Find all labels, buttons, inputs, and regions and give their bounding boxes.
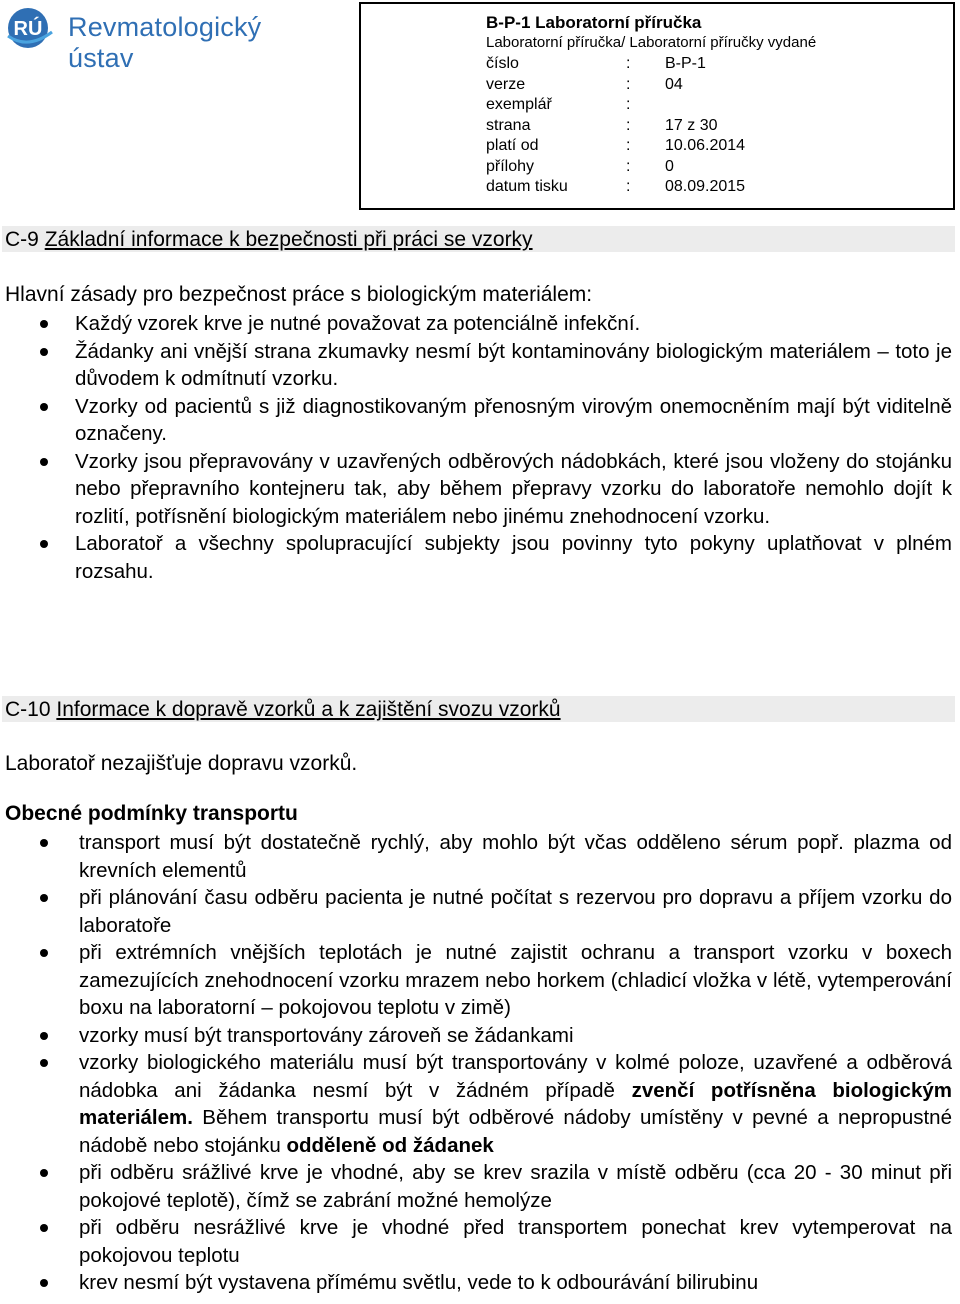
section-c9-code: C-9 <box>5 228 39 251</box>
list-item: při plánování času odběru pacienta je nutné počítat s rezervou pro dopravu a příjem vzorku do laboratoře <box>0 884 952 939</box>
institute-logo <box>6 6 306 73</box>
list-item: Žádanky ani vnější strana zkumavky nesmí být kontaminovány biologickým materiálem – toto je důvodem k odmítnutí vzorku. <box>0 338 952 393</box>
item5-bold-2: odděleně od žádanek <box>286 1133 494 1157</box>
list-item: Vzorky jsou přepravovány v uzavřených odběrových nádobkách, které jsou vloženy do stojánku nebo přepravního kontejneru tak, aby během přepravy vzorku do laboratoře nemohlo dojít k rozlití, potřísnění biologickým materiálem nebo jinému znehodnocení vzorku. <box>0 448 952 531</box>
transport-statement: Laboratoř nezajišťuje dopravu vzorků. <box>5 752 358 775</box>
section-c9-intro: Hlavní zásady pro bezpečnost práce s biologickým materiálem: <box>5 283 593 306</box>
list-item: vzorky musí být transportovány zároveň se žádankami <box>0 1022 952 1050</box>
logo-text: Revmatologický ústav <box>68 12 262 73</box>
item5-text-1: vzorky biologického materiálu musí být transportovány v kolmé poloze, uzavřené a odběrová nádobka ani žádanka nesmí být v žádném případě <box>79 1051 952 1102</box>
list-item: Každý vzorek krve je nutné považovat za potenciálně infekční. <box>0 310 952 338</box>
info-row-valid-from: platí od : 10.06.2014 <box>486 137 746 154</box>
section-c10-heading <box>2 696 955 722</box>
document-subtitle: Laboratorní příručka/ Laboratorní příručky vydané <box>486 34 817 51</box>
info-row-number: číslo : B-P-1 <box>486 55 706 72</box>
item5-bold-1: zvenčí potřísněna biologickým materiálem. <box>79 1078 952 1129</box>
logo-mark-icon <box>6 6 60 50</box>
list-item: při extrémních vnějších teplotách je nutné zajistit ochranu a transport vzorku v boxech zamezujících znehodnocení vzorku mrazem nebo horkem (chladicí vložka v létě, vytemperování boxu na laboratorní – pokojovou teplotu v zimě) <box>0 939 952 1022</box>
item5-text-2: Během transportu musí být odběrové nádoby umístěny v pevné a nepropustné nádobě nebo stojánku <box>79 1106 952 1157</box>
list-item: transport musí být dostatečně rychlý, aby mohlo být včas odděleno sérum popř. plazma od krevních elementů <box>0 829 952 884</box>
info-row-copy: exemplář : <box>486 96 631 113</box>
info-row-page: strana : 17 z 30 <box>486 116 718 134</box>
section-c10-title: Informace k dopravě vzorků a k zajištění svozu vzorků <box>56 698 561 721</box>
list-item: krev nesmí být vystavena přímému světlu, vede to k odbourávání bilirubinu <box>0 1269 952 1297</box>
document-info-box <box>359 2 955 210</box>
info-row-version: verze : 04 <box>486 75 683 93</box>
logo-mark-text: RÚ <box>13 18 43 40</box>
list-item <box>0 1049 952 1159</box>
list-item: Vzorky od pacientů s již diagnostikovaným přenosným virovým onemocněním mají být viditelně označeny. <box>0 393 952 448</box>
section-c9-heading <box>2 226 955 252</box>
info-row-attachments: přílohy : 0 <box>486 157 674 175</box>
transport-conditions-list <box>0 829 952 1297</box>
list-item: Laboratoř a všechny spolupracující subjekty jsou povinny tyto pokyny uplatňovat v plném rozsahu. <box>0 530 952 585</box>
info-row-print-date: datum tisku : 08.09.2015 <box>486 178 746 195</box>
transport-subheading: Obecné podmínky transportu <box>5 802 298 825</box>
section-c9-title: Základní informace k bezpečnosti při práci se vzorky <box>44 228 533 251</box>
document-title: B-P-1 Laboratorní příručka <box>486 13 702 32</box>
section-c10-code: C-10 <box>5 698 51 721</box>
list-item: při odběru nesrážlivé krve je vhodné před transportem ponechat krev vytemperovat na pokojovou teplotu <box>0 1214 952 1269</box>
safety-rules-list <box>0 310 952 585</box>
list-item: při odběru srážlivé krve je vhodné, aby se krev srazila v místě odběru (cca 20 - 30 minut při pokojové teplotě), čímž se zabrání možné hemolýze <box>0 1159 952 1214</box>
